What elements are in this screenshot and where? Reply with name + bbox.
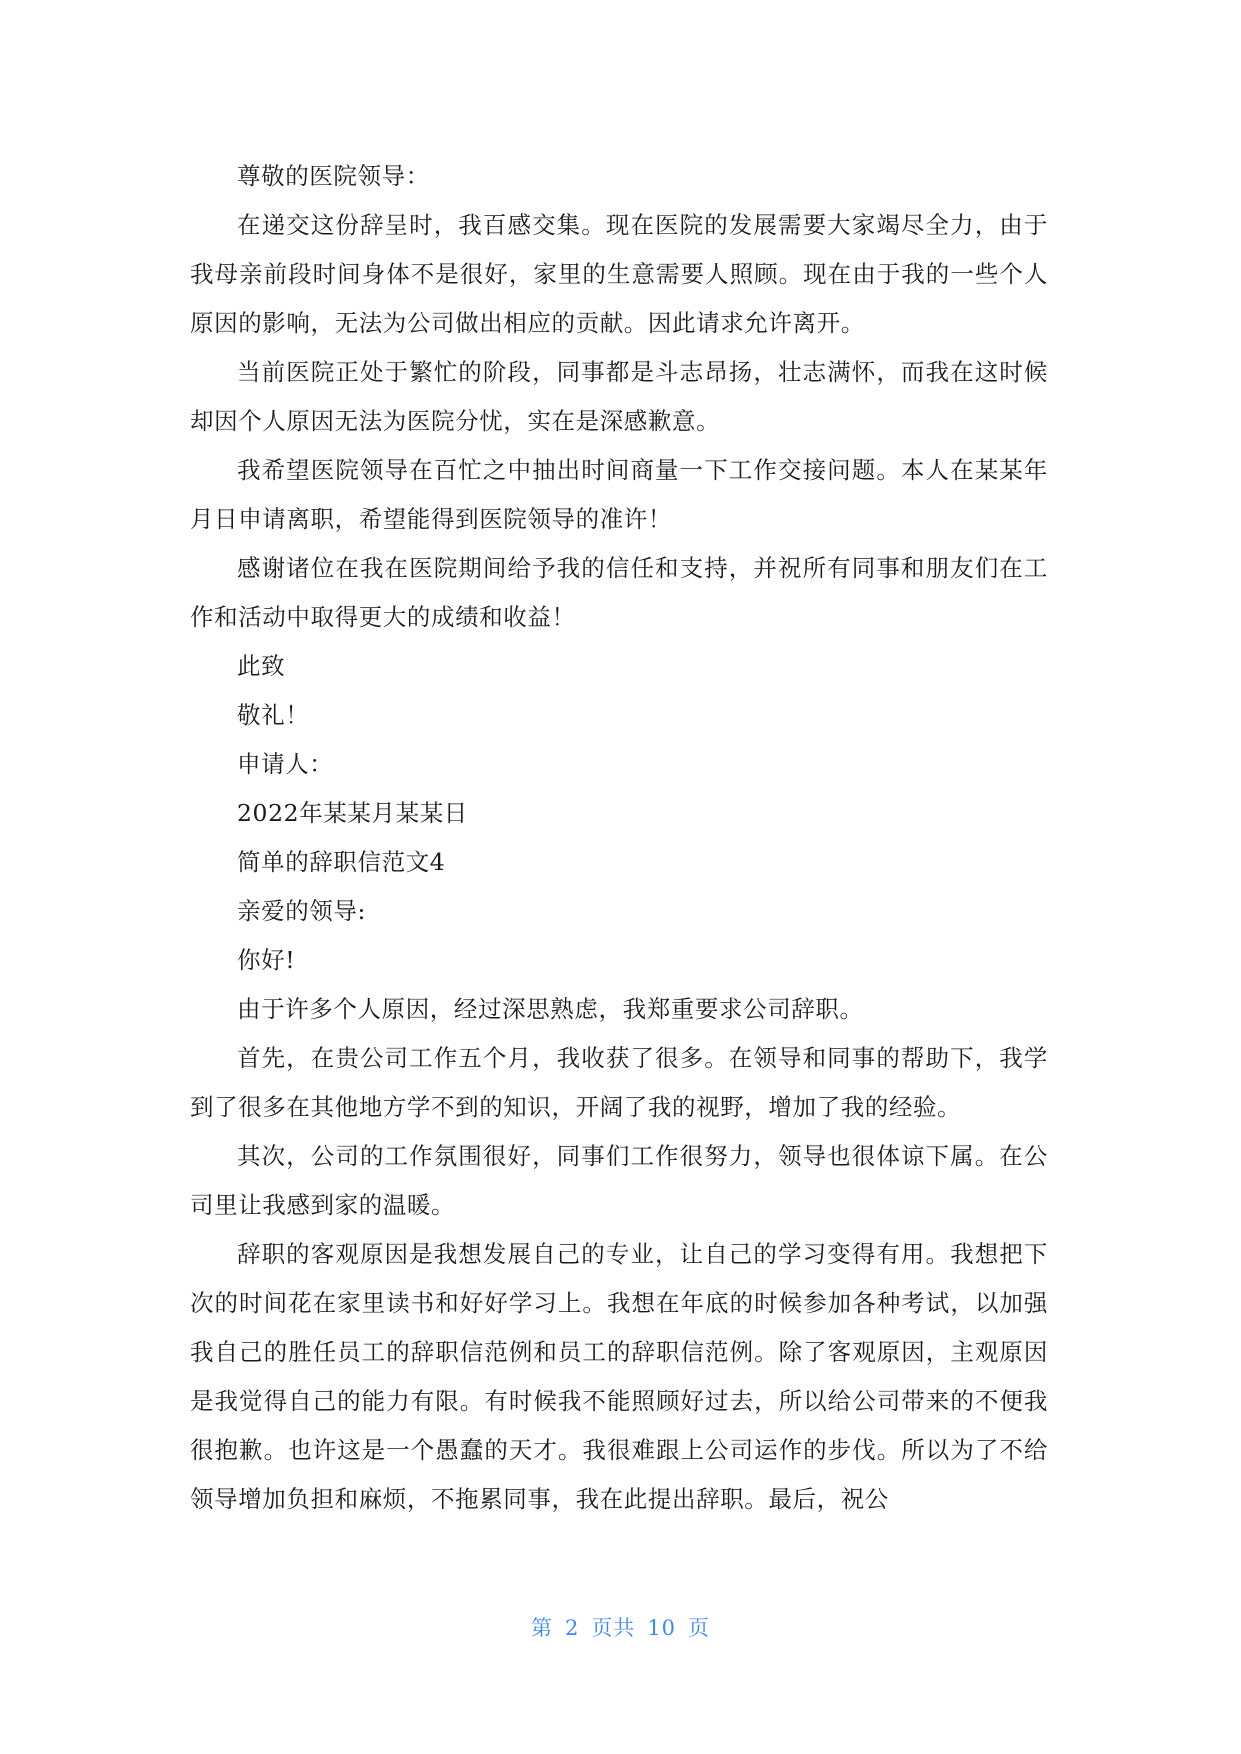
salutation: 亲爱的领导:: [237, 897, 367, 925]
paragraph: 辞职的客观原因是我想发展自己的专业，让自己的学习变得有用。我想把下次的时间花在家里读书和好好学习上。我想在年底的时候参加各种考试，以加强我自己的胜任员工的辞职信范例和员工的辞职信范例。除了客观原因，主观原因是我觉得自己的能力有限。有时候我不能照顾好过去，所以给公司带来的不便我很抱歉。也许这是一个愚蠢的天才。我很难跟上公司运作的步伐。所以为了不给领导增加负担和麻烦，不拖累同事，我在此提出辞职。最后，祝公: [190, 1240, 1048, 1513]
paragraph: 感谢诸位在我在医院期间给予我的信任和支持，并祝所有同事和朋友们在工作和活动中取得更大的成绩和收益！: [190, 554, 1048, 631]
date-line: 2022年某某月某某日: [237, 799, 468, 827]
current-page-number: 2: [564, 1616, 580, 1640]
greeting: 你好!: [237, 946, 296, 974]
paragraph: 我希望医院领导在百忙之中抽出时间商量一下工作交接问题。本人在某某年月日申请离职，希望能得到医院领导的准许！: [190, 456, 1048, 533]
paragraph: 当前医院正处于繁忙的阶段，同事都是斗志昂扬，壮志满怀，而我在这时候却因个人原因无法为医院分忧，实在是深感歉意。: [190, 358, 1048, 435]
closing-line: 此致: [237, 652, 286, 680]
page-footer: [0, 1612, 1241, 1642]
signature-label: 申请人：: [237, 750, 334, 778]
document-body: [190, 152, 1048, 1524]
footer-suffix: 页: [688, 1616, 711, 1640]
footer-prefix: 第: [530, 1616, 553, 1640]
paragraph: 其次，公司的工作氛围很好，同事们工作很努力，领导也很体谅下属。在公司里让我感到家的温暖。: [190, 1142, 1048, 1219]
salutation: 尊敬的医院领导：: [237, 162, 430, 190]
footer-middle: 页共: [591, 1616, 636, 1640]
paragraph: 在递交这份辞呈时，我百感交集。现在医院的发展需要大家竭尽全力，由于我母亲前段时间身体不是很好，家里的生意需要人照顾。现在由于我的一些个人原因的影响，无法为公司做出相应的贡献。因此请求允许离开。: [190, 211, 1048, 337]
closing-regards: 敬礼！: [237, 701, 310, 729]
section-heading: 简单的辞职信范文4: [237, 848, 446, 876]
paragraph: 首先，在贵公司工作五个月，我收获了很多。在领导和同事的帮助下，我学到了很多在其他地方学不到的知识，开阔了我的视野，增加了我的经验。: [190, 1044, 1048, 1121]
paragraph: 由于许多个人原因，经过深思熟虑，我郑重要求公司辞职。: [237, 995, 864, 1023]
total-pages-number: 10: [647, 1616, 677, 1640]
